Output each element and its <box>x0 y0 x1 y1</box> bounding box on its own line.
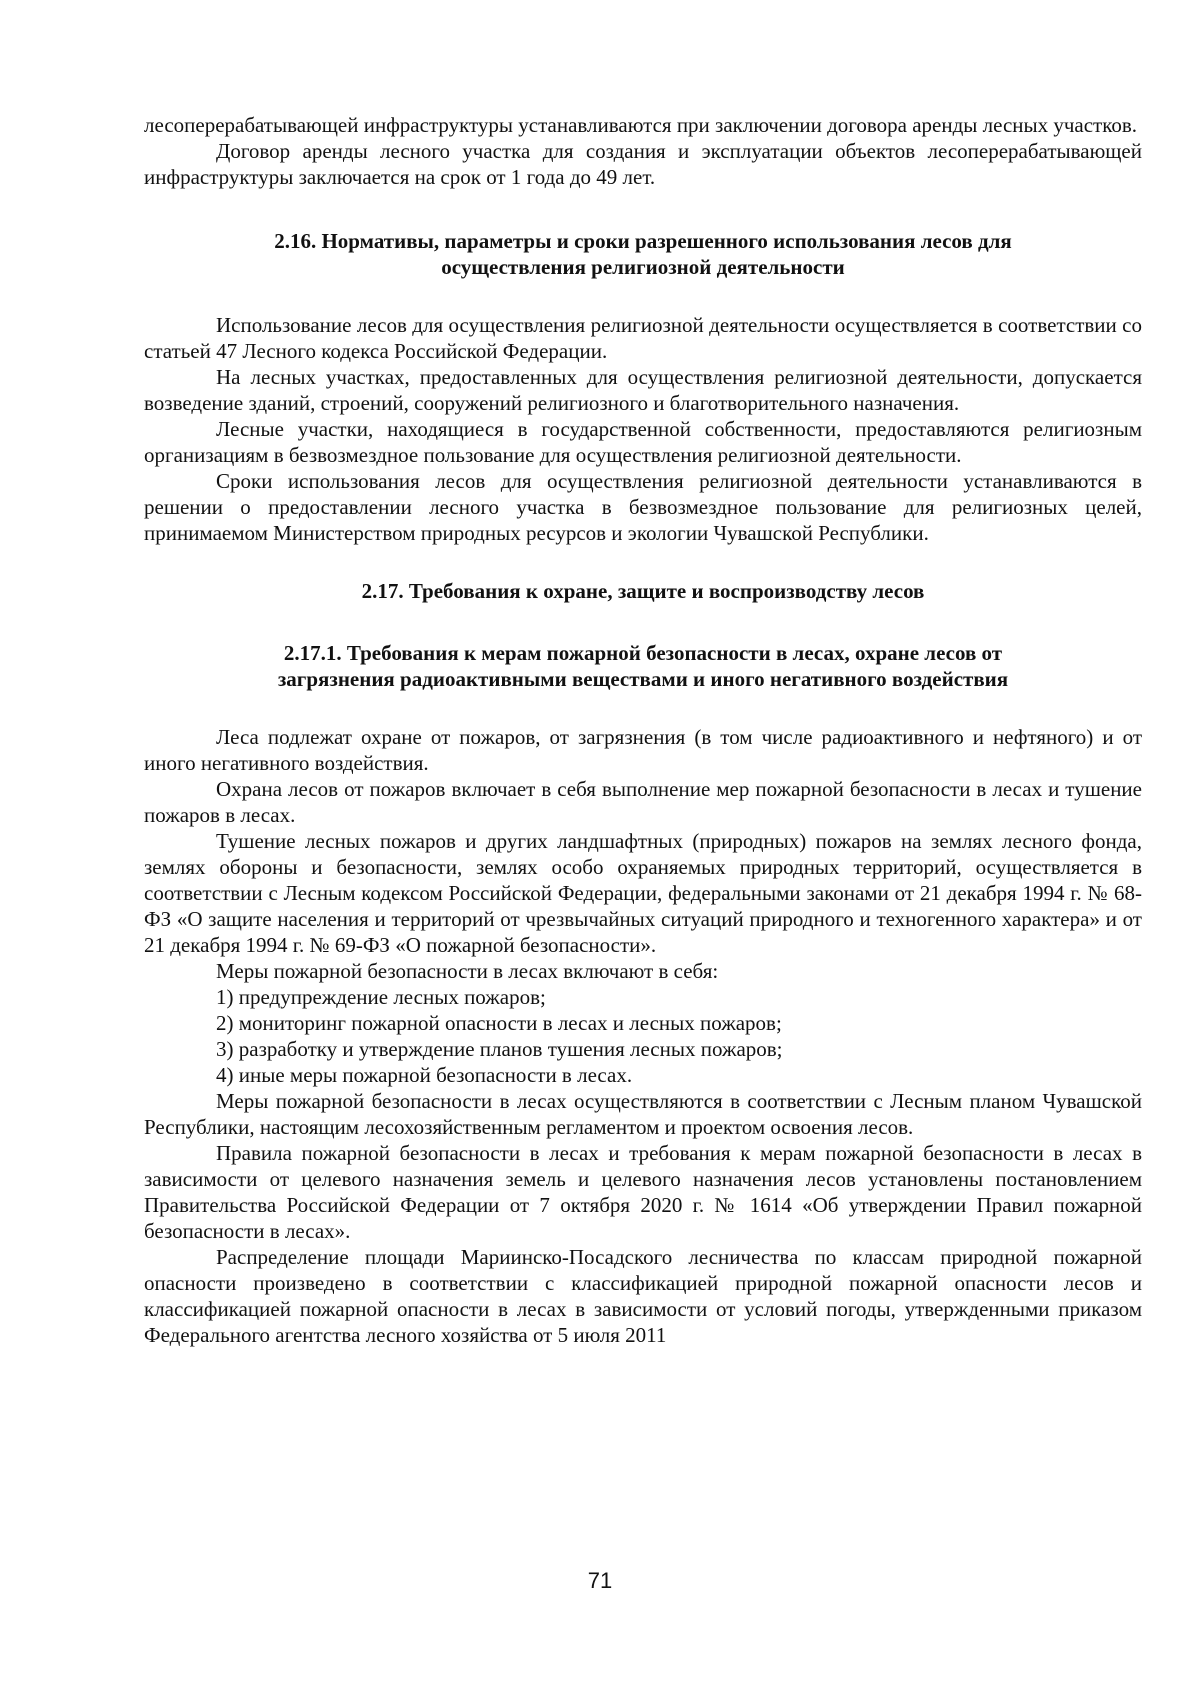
list-item: 3) разработку и утверждение планов тушения лесных пожаров; <box>216 1037 783 1061</box>
list-item: 2) мониторинг пожарной опасности в лесах и лесных пожаров; <box>216 1011 782 1035</box>
paragraph: Меры пожарной безопасности в лесах осуществляются в соответствии с Лесным планом Чувашской Республики, настоящим лесохозяйственным регламентом и проектом освоения лесов. <box>144 1089 1142 1139</box>
page-number: 71 <box>587 1568 613 1593</box>
paragraph: Охрана лесов от пожаров включает в себя выполнение мер пожарной безопасности в лесах и тушение пожаров в лесах. <box>144 777 1142 827</box>
paragraph: Лесные участки, находящиеся в государственной собственности, предоставляются религиозным организациям в безвозмездное пользование для осуществления религиозной деятельности. <box>144 417 1142 467</box>
section-heading-2-16 <box>144 228 1142 280</box>
heading-line: 2.17.1. Требования к мерам пожарной безопасности в лесах, охране лесов от <box>283 641 1003 665</box>
paragraph: Меры пожарной безопасности в лесах включают в себя: <box>216 959 719 983</box>
paragraph-continued: лесоперерабатывающей инфраструктуры устанавливаются при заключении договора аренды лесных участков. <box>144 113 1138 137</box>
paragraph: Правила пожарной безопасности в лесах и требования к мерам пожарной безопасности в лесах в зависимости от целевого назначения земель и целевого назначения лесов установлены постановлением Правительства Российской Федерации от 7 октября 2020 г. № 1614 «Об утверждении Правил пожарной безопасности в лесах». <box>144 1141 1142 1243</box>
heading-line: загрязнения радиоактивными веществами и иного негативного воздействия <box>277 667 1009 691</box>
document-page <box>144 112 1142 1348</box>
heading-line: 2.16. Нормативы, параметры и сроки разрешенного использования лесов для <box>274 229 1012 253</box>
paragraph: Тушение лесных пожаров и других ландшафтных (природных) пожаров на землях лесного фонда, землях обороны и безопасности, землях особо охраняемых природных территорий, осуществляется в соответствии с Лесным кодексом Российской Федерации, федеральными законами от 21 декабря 1994 г. № 68-ФЗ «О защите населения и территорий от чрезвычайных ситуаций природного и техногенного характера» и от 21 декабря 1994 г. № 69-ФЗ «О пожарной безопасности». <box>144 829 1142 957</box>
heading-line: 2.17. Требования к охране, защите и воспроизводству лесов <box>361 579 925 603</box>
paragraph: Сроки использования лесов для осуществления религиозной деятельности устанавливаются в решении о предоставлении лесного участка в безвозмездное пользование для религиозных целей, принимаемом Министерством природных ресурсов и экологии Чувашской Республики. <box>144 469 1142 545</box>
list-item: 1) предупреждение лесных пожаров; <box>216 985 546 1009</box>
heading-line: осуществления религиозной деятельности <box>441 255 845 279</box>
paragraph-lease-term: Договор аренды лесного участка для создания и эксплуатации объектов лесоперерабатывающей инфраструктуры заключается на срок от 1 года до 49 лет. <box>144 139 1142 189</box>
section-heading-2-17-1 <box>144 640 1142 692</box>
list-item: 4) иные меры пожарной безопасности в лесах. <box>216 1063 633 1087</box>
paragraph: На лесных участках, предоставленных для осуществления религиозной деятельности, допускается возведение зданий, строений, сооружений религиозного и благотворительного назначения. <box>144 365 1142 415</box>
paragraph: Леса подлежат охране от пожаров, от загрязнения (в том числе радиоактивного и нефтяного) и от иного негативного воздействия. <box>144 725 1142 775</box>
paragraph: Использование лесов для осуществления религиозной деятельности осуществляется в соответствии со статьей 47 Лесного кодекса Российской Федерации. <box>144 313 1142 363</box>
section-heading-2-17 <box>144 578 1142 604</box>
paragraph: Распределение площади Мариинско-Посадского лесничества по классам природной пожарной опасности произведено в соответствии с классификацией природной пожарной опасности лесов и классификацией пожарной опасности в лесах в зависимости от условий погоды, утвержденными приказом Федерального агентства лесного хозяйства от 5 июля 2011 <box>144 1245 1142 1347</box>
